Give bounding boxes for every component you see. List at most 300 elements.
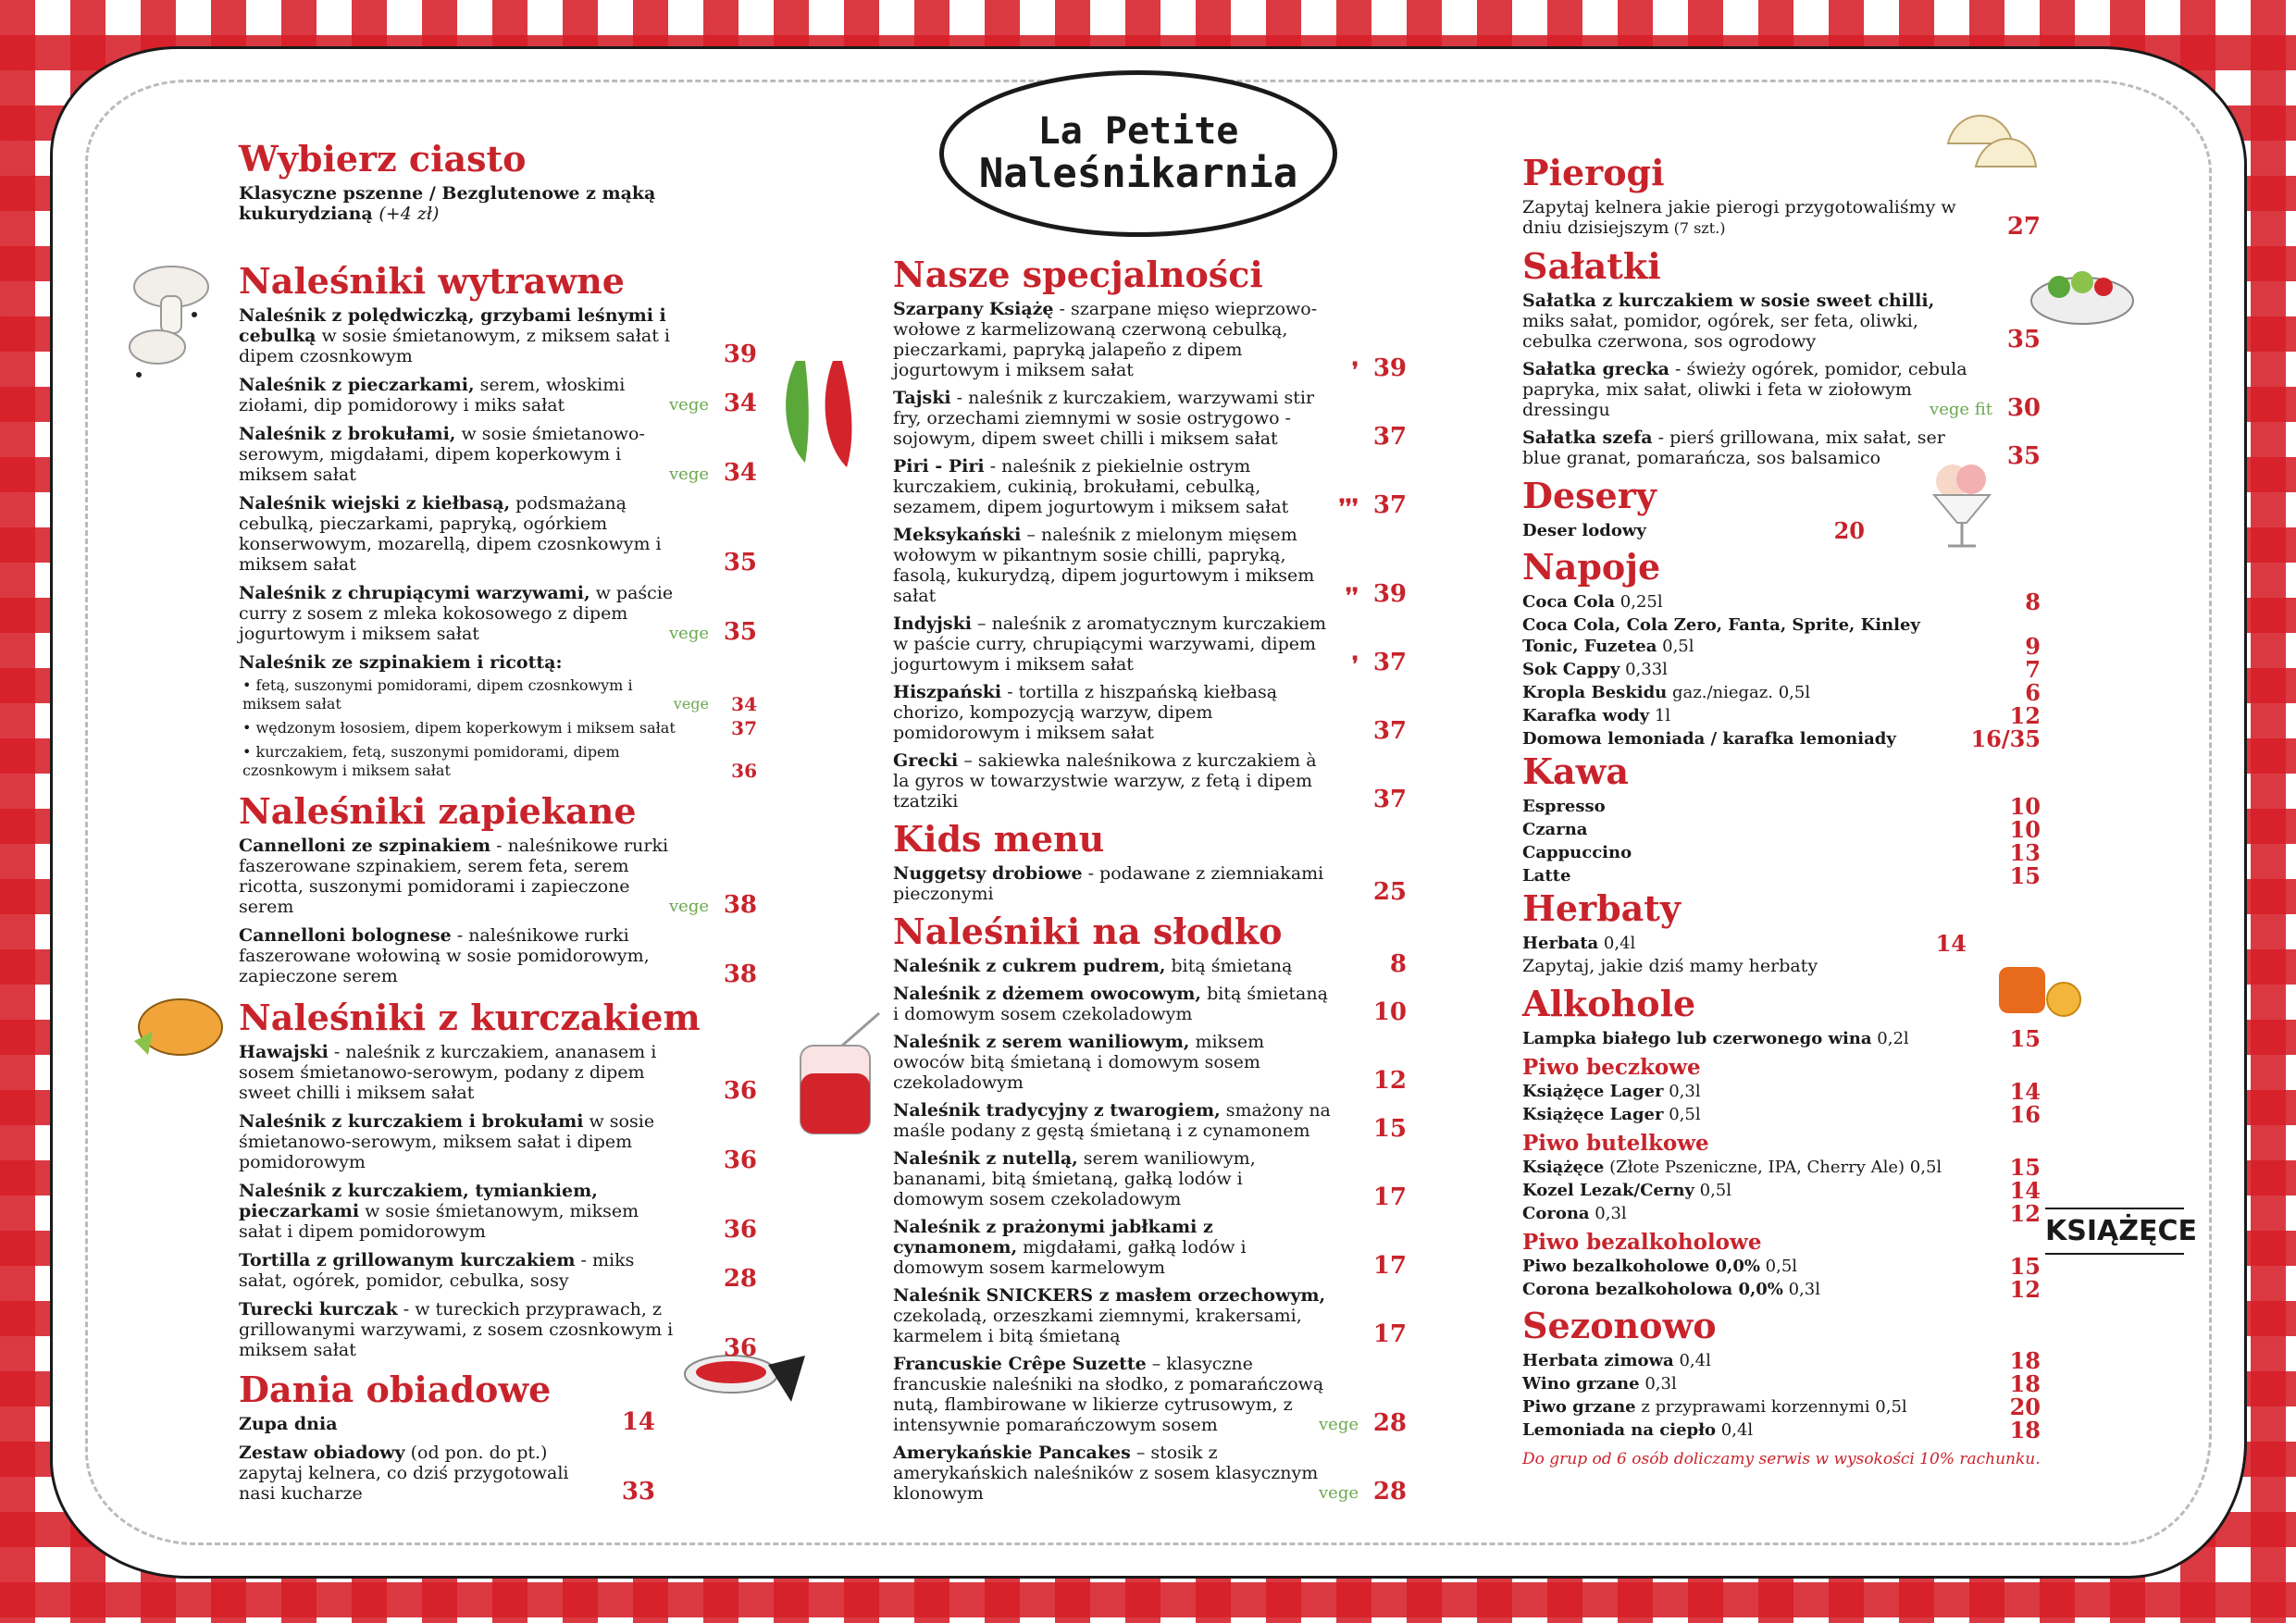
menu-item (239, 1408, 655, 1436)
chicken-icon (125, 976, 236, 1069)
vege-tag: vege fit (1930, 400, 1992, 419)
item-price: 17 (1372, 1183, 1407, 1211)
list-kurczak (239, 1042, 757, 1360)
item-price: 35 (723, 549, 757, 576)
item-description: smażony na maśle podany z gęstą śmietaną i z cynamonem (893, 1100, 1331, 1141)
item-text: • kurczakiem, fetą, suszonymi pomidorami, dipem czosnkowym i miksem sałat (242, 743, 620, 779)
item-price: 10 (1372, 998, 1407, 1026)
item-text: • fetą, suszonymi pomidorami, dipem czosnkowym i miksem sałat (242, 676, 633, 712)
item-name: Hawajski (239, 1042, 329, 1062)
item-description: – sakiewka naleśnikowa z kurczakiem à la gyros w towarzystwie warzyw, z fetą i dipem tzatziki (893, 750, 1317, 812)
vege-tag: vege (673, 695, 709, 712)
item-price: 12 (2009, 1200, 2041, 1227)
menu-item (893, 984, 1407, 1024)
list-herbaty (1522, 930, 1967, 957)
item-description: 0,3l (1639, 1374, 1677, 1394)
item-price: 28 (1372, 1478, 1407, 1505)
item-name: Herbata zimowa (1522, 1351, 1674, 1370)
item-description: gaz./niegaz. 0,5l (1667, 683, 1811, 702)
item-price: 35 (723, 618, 757, 646)
item-name: Zestaw obiadowy (239, 1443, 405, 1463)
vege-tag: vege (669, 624, 709, 643)
item-price: 34 (723, 459, 757, 487)
menu-item (239, 305, 757, 366)
item-text: • wędzonym łososiem, dipem koperkowym i miksem sałat (242, 719, 676, 737)
item-description: - naleśnik z kurczakiem, ananasem i sosem śmietanowo-serowym, podany z dipem sweet chilli i miksem sałat (239, 1042, 657, 1103)
item-price: 39 (723, 341, 757, 368)
item-price: 37 (1372, 423, 1407, 451)
item-name: Kropla Beskidu (1522, 683, 1668, 702)
item-description: (Złote Pszeniczne, IPA, Cherry Ale) 0,5l (1604, 1158, 1942, 1177)
menu-item (1522, 839, 2041, 866)
section-title-wytrawne: Naleśniki wytrawne (239, 260, 625, 302)
menu-item (893, 1032, 1407, 1093)
section-title-obiadowe: Dania obiadowe (239, 1369, 552, 1410)
item-description: 1l (1649, 706, 1671, 725)
item-price: 14 (1935, 930, 1967, 957)
item-name: Tortilla z grillowanym kurczakiem (239, 1250, 576, 1270)
menu-item (239, 925, 757, 986)
item-price: 15 (2009, 1253, 2041, 1280)
menu-item (1522, 1154, 2041, 1181)
menu-item (239, 583, 757, 644)
pierogi-extra: (7 szt.) (1669, 219, 1726, 237)
item-price: 8 (2025, 588, 2041, 615)
logo-line-1: La Petite (1037, 110, 1239, 153)
item-description: 0,25l (1615, 592, 1663, 612)
section-title-slodko: Naleśniki na słodko (893, 911, 1283, 952)
item-description: 0,4l (1673, 1351, 1711, 1370)
item-name: Corona bezalkoholowa 0,0% (1522, 1280, 1783, 1299)
item-price: 37 (731, 717, 757, 739)
restaurant-logo (939, 70, 1337, 237)
item-name: Zupa dnia (239, 1414, 338, 1434)
item-name: Lampka białego lub czerwonego wina (1522, 1029, 1872, 1048)
item-description: 0,5l (1663, 1105, 1701, 1124)
menu-item (1522, 1419, 2041, 1441)
menu-item (893, 682, 1407, 743)
item-name: Corona (1522, 1204, 1590, 1223)
item-name: Karafka wody (1522, 706, 1650, 725)
item-description: 0,5l (1657, 637, 1694, 656)
vege-tag: vege (669, 897, 709, 916)
item-name: Naleśnik wiejski z kiełbasą, (239, 493, 511, 514)
list-butelkowe (1522, 1154, 2041, 1227)
section-title-kawa: Kawa (1522, 750, 1629, 792)
item-description: w sosie śmietanowo-serowym, migdałami, dipem koperkowym i miksem sałat (239, 424, 645, 485)
item-price: 13 (2009, 839, 2041, 866)
item-price: 35 (2006, 326, 2041, 353)
item-price: 14 (2009, 1177, 2041, 1204)
list-obiadowe (239, 1408, 655, 1505)
item-description: - w tureckich przyprawach, z grillowanymi warzywami, z sosem czosnkowym i miksem sałat (239, 1299, 674, 1360)
item-name: Czarna (1522, 820, 1588, 839)
menu-item (893, 525, 1407, 606)
item-price: 18 (2009, 1370, 2041, 1397)
section-title-salatki: Sałatki (1522, 245, 1661, 287)
spinach-title: Naleśnik ze szpinakiem i ricottą: (239, 652, 563, 673)
item-price: 9 (2025, 633, 2041, 660)
item-name: Szarpany Książę (893, 299, 1054, 319)
menu-item (1522, 1370, 2041, 1397)
menu-item (239, 375, 757, 415)
item-price: 14 (2009, 1078, 2041, 1105)
menu-item (893, 1148, 1407, 1209)
item-name: Cappuccino (1522, 843, 1632, 862)
item-description: w sosie śmietanowym, z miksem sałat i dipem czosnkowym (239, 326, 670, 366)
item-name: Piwo bezalkoholowe 0,0% (1522, 1257, 1760, 1276)
item-name: Naleśnik z kurczakiem i brokułami (239, 1111, 584, 1132)
item-description: 0,33l (1620, 660, 1668, 679)
menu-item (1522, 1347, 2041, 1374)
item-price: 15 (1372, 1115, 1407, 1143)
item-name: Sałatka grecka (1522, 359, 1669, 379)
item-name: Lemoniada na ciepło (1522, 1420, 1717, 1440)
item-name: Tajski (893, 388, 951, 408)
menu-item (893, 613, 1407, 675)
item-description: (od pon. do pt.) zapytaj kelnera, co dziś przygotowali nasi kucharze (239, 1443, 569, 1504)
menu-item (1522, 702, 2041, 729)
menu-item (893, 1217, 1407, 1278)
item-price: 37 (1372, 786, 1407, 813)
item-name: Naleśnik z kurczakiem, tymiankiem, pieczarkami (239, 1181, 598, 1221)
menu-item (893, 750, 1407, 812)
item-name: Cannelloni ze szpinakiem (239, 836, 491, 856)
item-name: Domowa lemoniada / karafka lemoniady (1522, 729, 1896, 749)
item-name: Naleśnik z polędwiczką, grzybami leśnymi i cebulką (239, 305, 666, 346)
item-description: czekoladą, orzeszkami ziemnymi, krakersami, karmelem i bitą śmietaną (893, 1306, 1302, 1346)
item-name: Naleśnik z cukrem pudrem, (893, 956, 1166, 976)
item-description: w sosie śmietanowym, miksem sałat i dipem pomidorowym (239, 1201, 639, 1242)
menu-item (239, 424, 757, 485)
right-column (1522, 153, 2041, 1468)
item-description: bitą śmietaną i domowym sosem czekoladowym (893, 984, 1328, 1024)
menu-item (1522, 725, 2041, 752)
list-spinach (239, 676, 757, 780)
list-napoje (1522, 588, 2041, 752)
item-description: 0,3l (1663, 1082, 1701, 1101)
menu-item (893, 1443, 1407, 1504)
spicy-icon: ❜ (1351, 652, 1359, 676)
item-price: 16/35 (1970, 725, 2041, 752)
logo-line-2: Naleśnikarnia (978, 150, 1298, 197)
list-wytrawne (239, 305, 757, 644)
item-description: 0,3l (1782, 1280, 1820, 1299)
item-price: 15 (2009, 862, 2041, 889)
item-name: Turecki kurczak (239, 1299, 398, 1319)
item-description: 0,4l (1598, 934, 1636, 953)
menu-item (1522, 1396, 2041, 1418)
menu-item (1522, 427, 2041, 468)
item-name: Naleśnik z nutellą, (893, 1148, 1078, 1169)
menu-item (239, 1042, 757, 1103)
menu-item (893, 1354, 1407, 1435)
item-price: 18 (2009, 1347, 2041, 1374)
vege-tag: vege (669, 465, 709, 484)
section-title-napoje: Napoje (1522, 546, 1661, 588)
item-name: Książęce (1522, 1158, 1605, 1177)
menu-item (1522, 1025, 2041, 1052)
menu-item (1522, 1101, 2041, 1128)
item-price: 37 (1372, 717, 1407, 745)
menu-item (1522, 1177, 2041, 1204)
item-name: Piri - Piri (893, 456, 985, 477)
mushroom-icon (120, 259, 222, 389)
item-price: 30 (2006, 394, 2041, 422)
list-beczkowe (1522, 1078, 2041, 1128)
spicy-icon: ❜ (1351, 358, 1359, 382)
list-kawa (1522, 793, 2041, 889)
menu-item (1522, 679, 2041, 706)
item-name: Naleśnik z serem waniliowym, (893, 1032, 1190, 1052)
list-zapiekane (239, 836, 757, 986)
menu-item (1522, 614, 2041, 660)
item-description: migdałami, gałką lodów i domowym sosem karmelowym (893, 1237, 1247, 1278)
item-name: Naleśnik z prażonymi jabłkami z cynamonem, (893, 1217, 1213, 1258)
pierogi-text: Zapytaj kelnera jakie pierogi przygotowaliśmy w dniu dzisiejszym (1522, 197, 1956, 238)
menu-item (239, 1443, 655, 1504)
item-price: 35 (2006, 442, 2041, 470)
item-description: serem, włoskimi ziołami, dip pomidorowy i miks sałat (239, 375, 626, 415)
item-price: 6 (2025, 679, 2041, 706)
item-price: 17 (1372, 1252, 1407, 1280)
ciasto-options (239, 183, 757, 224)
item-description: 0,2l (1871, 1029, 1909, 1048)
section-title-sezonowo: Sezonowo (1522, 1305, 1717, 1346)
item-price: 37 (1372, 649, 1407, 676)
menu-item (239, 1250, 757, 1291)
item-name: Książęce Lager (1522, 1105, 1664, 1124)
middle-column (893, 254, 1407, 1511)
item-price: 33 (621, 1478, 655, 1505)
menu-item (893, 299, 1407, 380)
list-slodko (893, 950, 1407, 1505)
item-name: Sok Cappy (1522, 660, 1620, 679)
jam-jar-icon (787, 1009, 888, 1147)
menu-item (893, 1100, 1407, 1141)
section-title-pierogi: Pierogi (1522, 152, 1665, 193)
item-name: Indyjski (893, 613, 972, 634)
menu-item (1522, 588, 2041, 615)
item-price: 36 (723, 1216, 757, 1244)
item-price: 18 (2009, 1417, 2041, 1443)
menu-item (1522, 1078, 2041, 1105)
tea-note: Zapytaj, jakie dziś mamy herbaty (1522, 956, 1818, 976)
item-description: - pierś grillowana, mix sałat, ser blue granat, pomarańcza, sos balsamico (1522, 427, 1945, 468)
section-title-kurczak: Naleśniki z kurczakiem (239, 997, 701, 1038)
item-description: - naleśnikowe rurki faszerowane wołowiną w sosie pomidorowym, zapieczone serem (239, 925, 650, 986)
item-name: Naleśnik z pieczarkami, (239, 375, 475, 395)
item-description: - naleśnik z kurczakiem, warzywami stir fry, orzechami ziemnymi w sosie ostrygowo - sojowym, dipem sweet chilli i miksem sałat (893, 388, 1315, 449)
item-description: serem waniliowym, bananami, bitą śmietaną, gałką lodów i domowym sosem czekoladowym (893, 1148, 1256, 1209)
menu-item (893, 388, 1407, 449)
item-price: 12 (2009, 1276, 2041, 1303)
menu-item (239, 676, 757, 713)
section-title-ciasto: Wybierz ciasto (239, 138, 527, 180)
item-price: 15 (2009, 1025, 2041, 1052)
item-description: - miks sałat, ogórek, pomidor, cebulka, sosy (239, 1250, 635, 1291)
menu-item (1522, 1200, 2041, 1227)
item-description: – naleśnik z aromatycznym kurczakiem w paście curry, chrupiącymi warzywami, dipem jogurtowym i miksem sałat (893, 613, 1327, 675)
item-name: Cannelloni bolognese (239, 925, 452, 946)
item-name: Nuggetsy drobiowe (893, 863, 1083, 884)
list-alkohole (1522, 1025, 2041, 1052)
menu-item (239, 1299, 757, 1360)
item-price: 15 (2009, 1154, 2041, 1181)
item-name: Naleśnik tradycyjny z twarogiem, (893, 1100, 1221, 1121)
item-price: 36 (723, 1077, 757, 1105)
item-description: - świeży ogórek, pomidor, cebula papryka, mix sałat, oliwki i feta w ziołowym dressingu (1522, 359, 1967, 420)
item-price: 17 (1372, 1320, 1407, 1348)
item-price: 39 (1372, 354, 1407, 382)
ciasto-text: Klasyczne pszenne / Bezglutenowe z mąką kukurydzianą (239, 183, 656, 224)
item-price: 20 (2009, 1394, 2041, 1420)
service-footnote: Do grup od 6 osób doliczamy serwis w wysokości 10% rachunku. (1522, 1450, 2041, 1468)
spicy-icon: ❜❜❜ (1338, 495, 1359, 519)
item-description: 0,5l (1694, 1181, 1731, 1200)
item-price: 10 (2009, 816, 2041, 843)
item-name: Grecki (893, 750, 959, 771)
dessert-price: 20 (1833, 517, 1865, 544)
section-title-kids: Kids menu (893, 818, 1105, 860)
section-title-herbaty: Herbaty (1522, 887, 1681, 929)
menu-item (893, 1285, 1407, 1346)
item-description: 0,4l (1716, 1420, 1754, 1440)
item-description: - naleśnik z piekielnie ostrym kurczakiem, cukinią, brokułami, cebulką, sezamem, dipem jogurtowym i miksem sałat (893, 456, 1289, 517)
list-bezalk (1522, 1253, 2041, 1303)
menu-item (1522, 816, 2041, 843)
menu-item (893, 456, 1407, 517)
item-description: 0,5l (1759, 1257, 1798, 1276)
item-description: - podawane z ziemniakami pieczonymi (893, 863, 1324, 904)
item-name: Kozel Lezak/Cerny (1522, 1181, 1694, 1200)
item-price: 37 (1372, 491, 1407, 519)
item-name: Książęce Lager (1522, 1082, 1664, 1101)
item-description: miks sałat, pomidor, ogórek, ser feta, oliwki, cebulka czerwona, sos ogrodowy (1522, 311, 1918, 352)
menu-item (1522, 793, 2041, 820)
section-title-specjalnosci: Nasze specjalności (893, 254, 1263, 295)
item-name: Meksykański (893, 525, 1022, 545)
item-price: 39 (1372, 580, 1407, 608)
item-name: Herbata (1522, 934, 1599, 953)
left-column (239, 139, 757, 1512)
dessert-row (1522, 517, 1865, 544)
item-price: 38 (723, 891, 757, 919)
item-name: Sałatka szefa (1522, 427, 1653, 448)
beczkowe-title: Piwo beczkowe (1522, 1055, 1701, 1080)
item-price: 38 (723, 960, 757, 988)
item-price: 34 (731, 693, 757, 715)
item-description: w paście curry z sosem z mleka kokosowego z dipem jogurtowym i miksem sałat (239, 583, 674, 644)
item-description: - naleśnikowe rurki faszerowane szpinakiem, serem feta, serem ricotta, suszonymi pomidorami i zapieczone serem (239, 836, 669, 917)
section-title-desery: Desery (1522, 475, 1657, 516)
item-name: Espresso (1522, 797, 1606, 816)
item-price: 12 (2009, 702, 2041, 729)
item-name: Piwo grzane (1522, 1397, 1636, 1417)
item-price: 25 (1372, 878, 1407, 906)
item-price: 36 (723, 1146, 757, 1174)
item-price: 7 (2025, 656, 2041, 683)
item-name: Coca Cola, Cola Zero, Fanta, Sprite, Kinley Tonic, Fuzetea (1522, 615, 1920, 656)
menu-item (1522, 1253, 2041, 1280)
item-name: Naleśnik SNICKERS z masłem orzechowym, (893, 1285, 1326, 1306)
list-specjalnosci (893, 299, 1407, 812)
menu-item (239, 1111, 757, 1172)
item-description: – naleśnik z mielonym mięsem wołowym w pikantnym sosie chilli, papryką, fasolą, kukurydzą, dipem jogurtowym i miksem sałat (893, 525, 1315, 606)
menu-item (1522, 930, 1967, 957)
vege-tag: vege (1319, 1483, 1359, 1503)
bezalk-title: Piwo bezalkoholowe (1522, 1230, 1762, 1255)
item-name: Naleśnik z chrupiącymi warzywami, (239, 583, 590, 603)
chili-pepper-icon (768, 342, 870, 472)
item-price: 36 (731, 760, 757, 782)
section-title-zapiekane: Naleśniki zapiekane (239, 790, 637, 832)
menu-item (239, 836, 757, 917)
item-name: Francuskie Crêpe Suzette (893, 1354, 1147, 1374)
item-price: 14 (621, 1408, 655, 1436)
menu-item (239, 743, 757, 780)
menu-item (1522, 862, 2041, 889)
item-name: Sałatka z kurczakiem w sosie sweet chilli, (1522, 291, 1935, 311)
item-name: Naleśnik z dżemem owocowym, (893, 984, 1202, 1004)
menu-item (239, 493, 757, 575)
list-sezonowo (1522, 1347, 2041, 1443)
butelkowe-title: Piwo butelkowe (1522, 1131, 1709, 1156)
dessert-name: Deser lodowy (1522, 521, 1646, 540)
item-description: z przyprawami korzennymi 0,5l (1635, 1397, 1907, 1417)
menu-item (239, 1181, 757, 1242)
item-price: 10 (2009, 793, 2041, 820)
list-kids (893, 863, 1407, 904)
menu-item (893, 950, 1407, 978)
menu-item (239, 719, 757, 737)
item-description: bitą śmietaną (1165, 956, 1293, 976)
item-name: Latte (1522, 866, 1571, 886)
item-price: 28 (1372, 1409, 1407, 1437)
item-price: 36 (723, 1334, 757, 1362)
menu-item (1522, 359, 2041, 420)
pierogi-price: 27 (2006, 213, 2041, 241)
item-description: 0,3l (1589, 1204, 1627, 1223)
menu-item (1522, 291, 2041, 352)
spicy-icon: ❜❜ (1345, 584, 1359, 608)
item-description: - szarpane mięso wieprzowo-wołowe z karmelizowaną czerwoną cebulką, pieczarkami, papryką jalapeño z dipem jogurtowym i miksem sałat (893, 299, 1318, 380)
section-title-alkohole: Alkohole (1522, 983, 1696, 1024)
item-name: Amerykańskie Pancakes (893, 1443, 1131, 1463)
menu-item (1522, 656, 2041, 683)
item-name: Naleśnik z brokułami, (239, 424, 456, 444)
item-description: – stosik z amerykańskich naleśników z sosem klasycznym klonowym (893, 1443, 1319, 1504)
pierogi-item (1522, 197, 2041, 239)
item-name: Wino grzane (1522, 1374, 1640, 1394)
item-name: Hiszpański (893, 682, 1002, 702)
item-price: 16 (2009, 1101, 2041, 1128)
item-description: w sosie śmietanowo-serowym, miksem sałat i dipem pomidorowym (239, 1111, 655, 1172)
item-description: - tortilla z hiszpańską kiełbasą chorizo, kompozycją warzyw, dipem pomidorowym i miksem sałat (893, 682, 1278, 743)
vege-tag: vege (1319, 1415, 1359, 1434)
vege-tag: vege (669, 395, 709, 415)
item-name: Coca Cola (1522, 592, 1616, 612)
list-salatki (1522, 291, 2041, 468)
menu-item (893, 863, 1407, 904)
item-price: 28 (723, 1265, 757, 1293)
item-description: podsmażaną cebulką, pieczarkami, papryką, ogórkiem konserwowym, mozarellą, dipem czosnkowym i miksem sałat (239, 493, 662, 575)
item-price: 8 (1389, 950, 1407, 978)
item-description: miksem owoców bitą śmietaną i domowym sosem czekoladowym (893, 1032, 1265, 1093)
brand-logo: KSIĄŻĘCE (2045, 1208, 2184, 1255)
menu-item (1522, 1276, 2041, 1303)
item-price: 12 (1372, 1067, 1407, 1095)
